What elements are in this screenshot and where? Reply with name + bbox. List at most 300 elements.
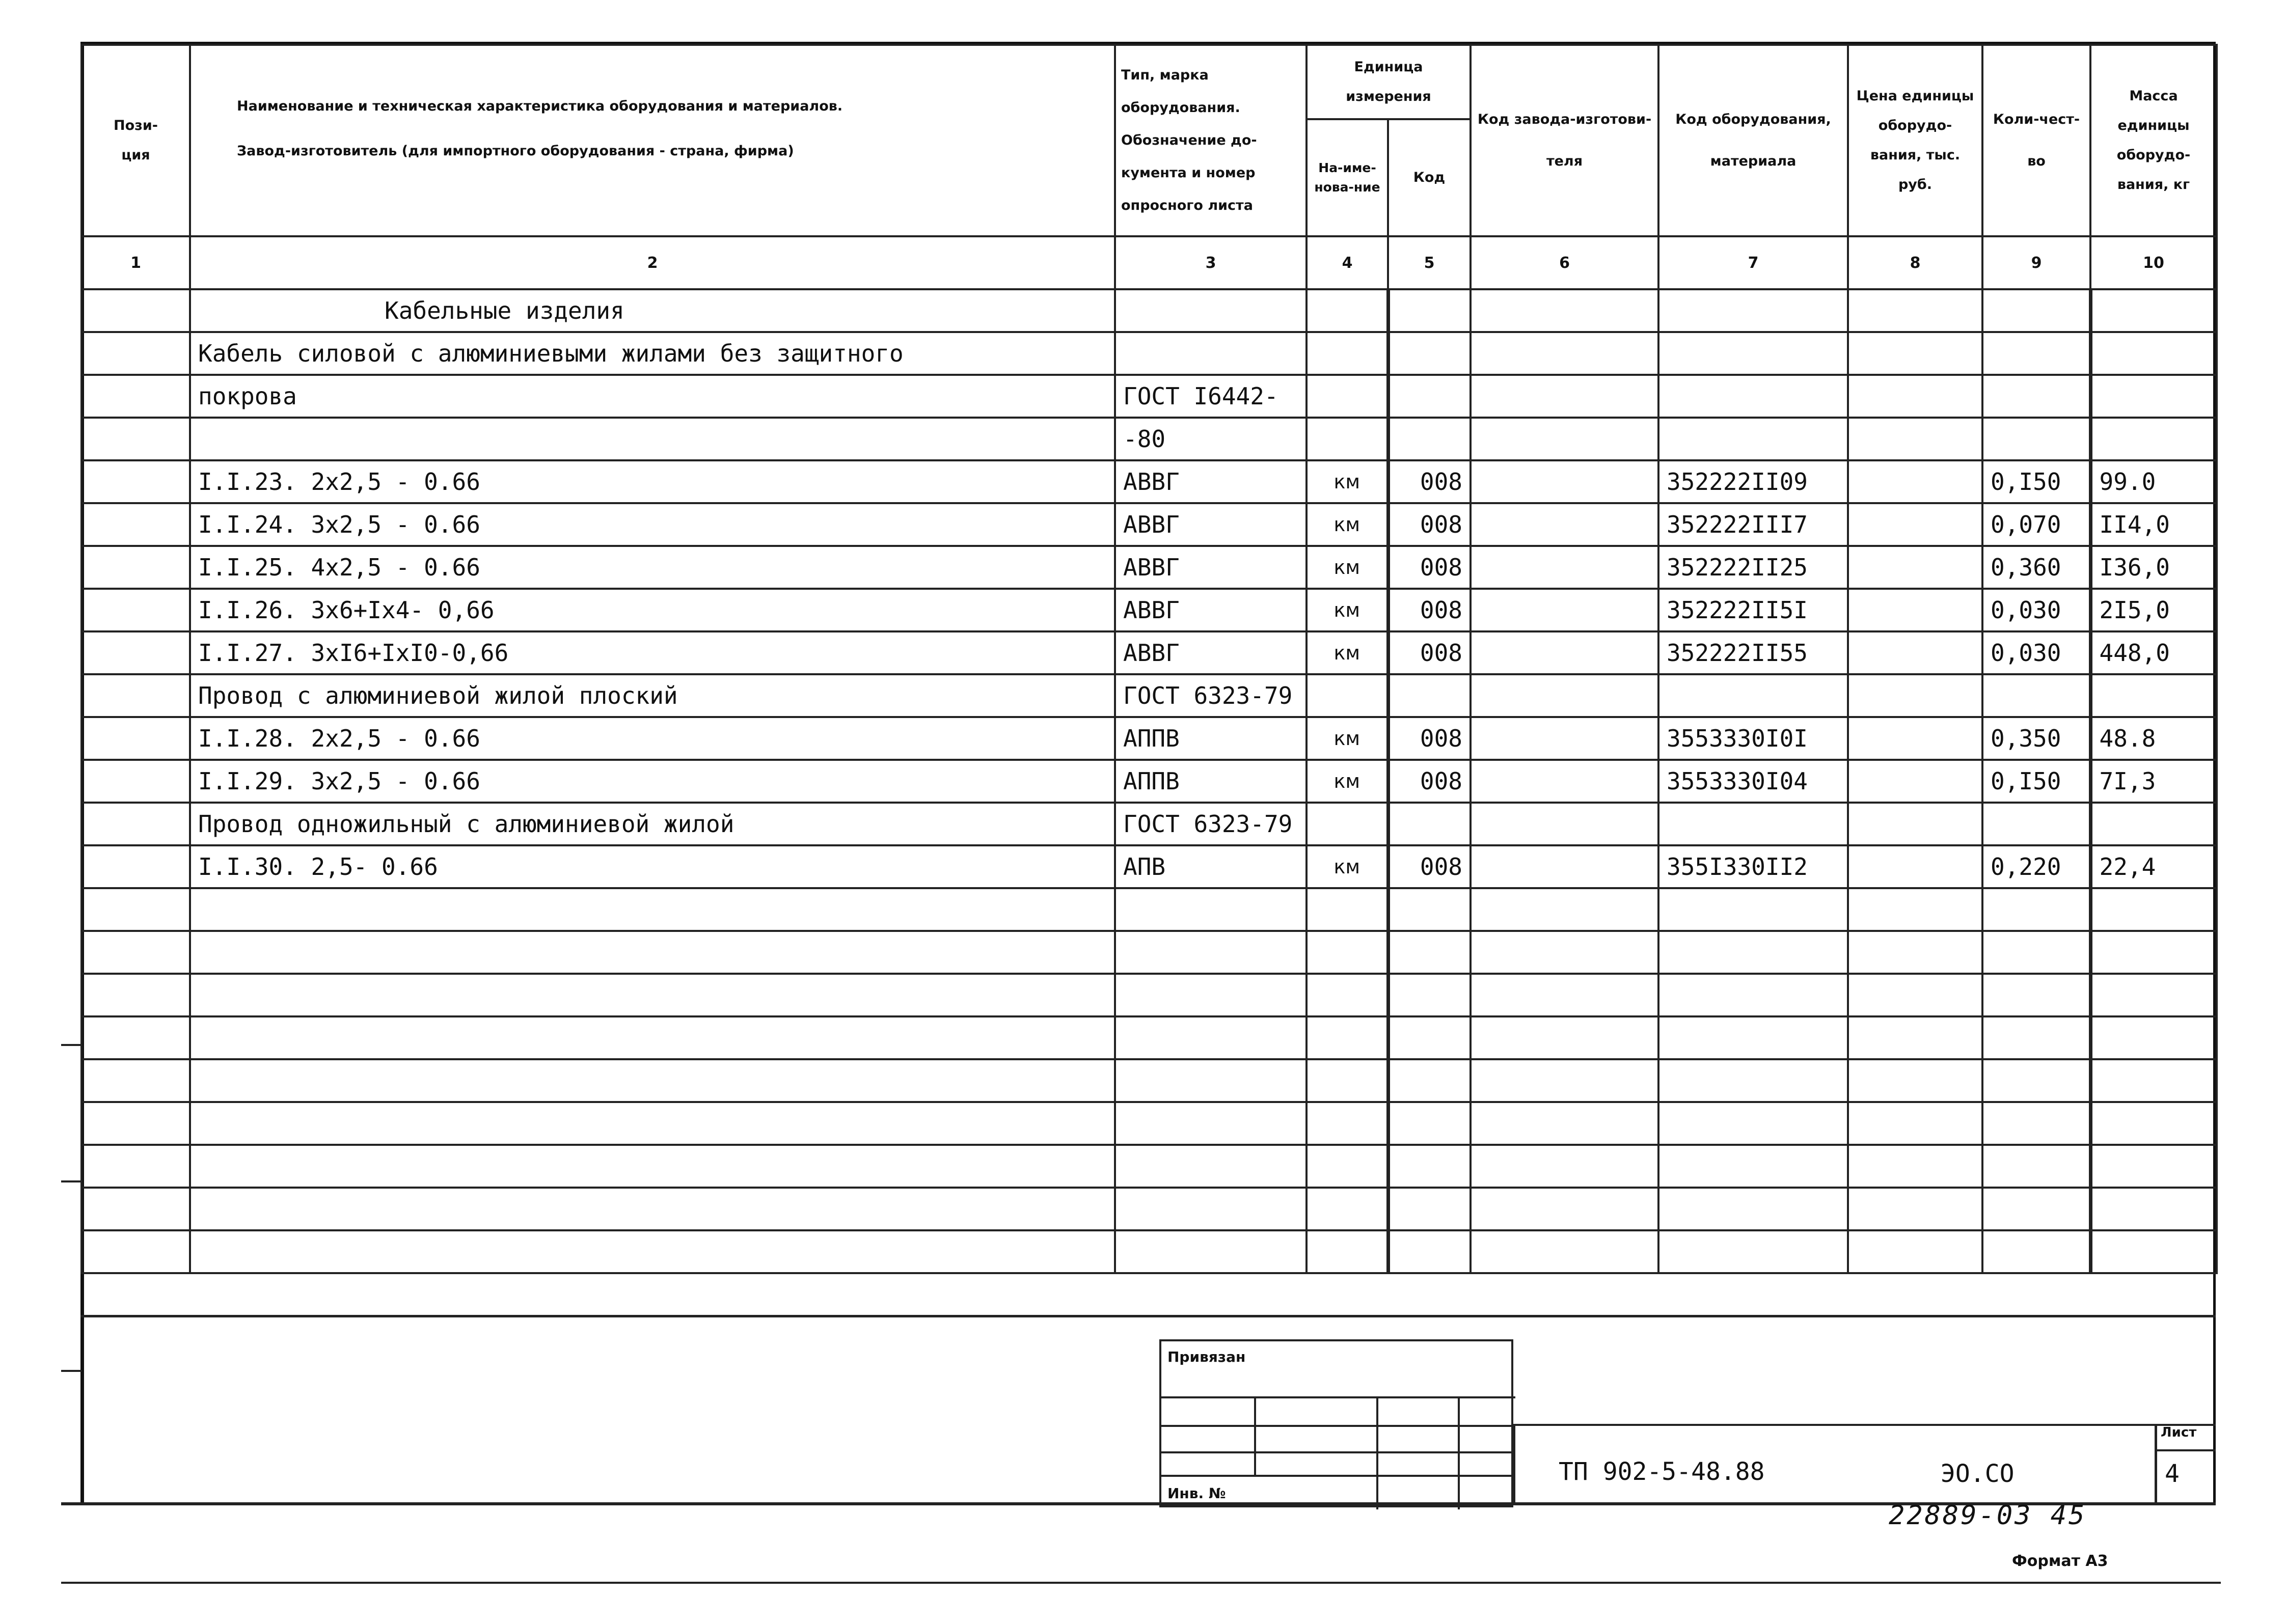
row-quantity: 0,I50 [1982, 760, 2090, 803]
row-type: ГОСТ 6323-79 [1115, 674, 1307, 717]
header-mass: Масса единицы оборудо-вания, кг [2090, 45, 2217, 236]
row-price [1848, 888, 1982, 931]
row-unit-code: 008 [1388, 589, 1471, 631]
specification-table [80, 44, 2218, 1274]
header-material-code: Код оборудования, материала [1658, 45, 1848, 236]
table-row [81, 931, 2217, 974]
margin-tick [61, 1180, 81, 1182]
row-quantity [1982, 1188, 2090, 1230]
row-position [81, 375, 190, 418]
row-type: -80 [1115, 418, 1307, 460]
row-price [1848, 1016, 1982, 1059]
row-name [190, 974, 1115, 1016]
row-quantity [1982, 803, 2090, 845]
row-unit: км [1307, 546, 1388, 589]
row-unit-code: 008 [1388, 546, 1471, 589]
table-row [81, 760, 2217, 803]
row-type: АППВ [1115, 760, 1307, 803]
table-row [81, 803, 2217, 845]
table-row [81, 589, 2217, 631]
colnum-8: 8 [1848, 236, 1982, 289]
row-mass: 448,0 [2090, 631, 2217, 674]
row-type: ГОСТ 6323-79 [1115, 803, 1307, 845]
colnum-4: 4 [1307, 236, 1388, 289]
row-factory-code [1471, 1230, 1658, 1273]
table-row [81, 503, 2217, 546]
row-unit-code: 008 [1388, 760, 1471, 803]
row-mass [2090, 931, 2217, 974]
row-unit-code [1388, 974, 1471, 1016]
row-price [1848, 546, 1982, 589]
approval-stamp [1159, 1339, 1513, 1507]
colnum-7: 7 [1658, 236, 1848, 289]
row-material-code [1658, 1230, 1848, 1273]
row-factory-code [1471, 1016, 1658, 1059]
header-type: Тип, марка оборудования. Обозначение до-кумента и номер опросного листа [1115, 45, 1307, 236]
row-unit [1307, 974, 1388, 1016]
row-mass [2090, 418, 2217, 460]
row-quantity [1982, 332, 2090, 375]
row-quantity: 0,030 [1982, 589, 2090, 631]
row-position [81, 674, 190, 717]
row-type [1115, 1016, 1307, 1059]
table-row [81, 717, 2217, 760]
sheet-number: 4 [2165, 1460, 2180, 1488]
header-unit: Единица измерения [1307, 45, 1471, 119]
row-unit [1307, 1016, 1388, 1059]
row-name: I.I.25. 4х2,5 - 0.66 [190, 546, 1115, 589]
row-quantity [1982, 1145, 2090, 1188]
document-code: ТП 902-5-48.88 [1559, 1457, 1765, 1486]
row-unit [1307, 375, 1388, 418]
row-material-code: 352222II55 [1658, 631, 1848, 674]
row-type [1115, 1188, 1307, 1230]
header-position [81, 45, 190, 236]
header-unit-name: На-име-нова-ние [1307, 119, 1388, 236]
row-unit-code [1388, 332, 1471, 375]
row-type: АППВ [1115, 717, 1307, 760]
row-factory-code [1471, 1145, 1658, 1188]
row-name [190, 888, 1115, 931]
row-price [1848, 460, 1982, 503]
row-factory-code [1471, 631, 1658, 674]
row-position [81, 460, 190, 503]
row-unit-code [1388, 1230, 1471, 1273]
inventory-number: 22889-03 45 [1889, 1500, 2087, 1531]
row-type: АВВГ [1115, 503, 1307, 546]
row-unit: км [1307, 503, 1388, 546]
row-unit-code: 008 [1388, 845, 1471, 888]
table-row [81, 631, 2217, 674]
row-factory-code [1471, 888, 1658, 931]
stamp-rule [1161, 1396, 1515, 1398]
row-price [1848, 674, 1982, 717]
row-unit: км [1307, 760, 1388, 803]
row-quantity: 0,220 [1982, 845, 2090, 888]
row-unit-code [1388, 418, 1471, 460]
stamp-col [1254, 1396, 1256, 1477]
row-price [1848, 503, 1982, 546]
row-unit-code [1388, 375, 1471, 418]
row-material-code: 3553330I0I [1658, 717, 1848, 760]
table-row [81, 1102, 2217, 1145]
row-unit-code: 008 [1388, 631, 1471, 674]
row-position [81, 888, 190, 931]
row-factory-code [1471, 845, 1658, 888]
row-type [1115, 1059, 1307, 1102]
row-unit-code: 008 [1388, 503, 1471, 546]
header-row [81, 45, 2217, 119]
row-unit [1307, 1102, 1388, 1145]
row-position [81, 1188, 190, 1230]
row-type: АВВГ [1115, 546, 1307, 589]
row-mass [2090, 888, 2217, 931]
colnum-10: 10 [2090, 236, 2217, 289]
row-name: I.I.28. 2х2,5 - 0.66 [190, 717, 1115, 760]
row-factory-code [1471, 1188, 1658, 1230]
row-unit-code [1388, 289, 1471, 332]
table-row [81, 1188, 2217, 1230]
stamp-col [1376, 1396, 1378, 1509]
row-price [1848, 289, 1982, 332]
header-position-text: Пози- ция [114, 118, 158, 163]
table-row [81, 974, 2217, 1016]
row-unit-code [1388, 931, 1471, 974]
bound-label: Привязан [1167, 1348, 1246, 1365]
row-position [81, 974, 190, 1016]
row-factory-code [1471, 418, 1658, 460]
row-price [1848, 760, 1982, 803]
row-material-code [1658, 931, 1848, 974]
row-price [1848, 1230, 1982, 1273]
row-mass [2090, 1188, 2217, 1230]
row-type [1115, 332, 1307, 375]
header-factory-code: Код завода-изготови-теля [1471, 45, 1658, 236]
row-quantity [1982, 418, 2090, 460]
row-price [1848, 845, 1982, 888]
margin-tick [61, 1370, 81, 1372]
row-name: I.I.24. 3х2,5 - 0.66 [190, 503, 1115, 546]
row-quantity: 0,360 [1982, 546, 2090, 589]
colnum-5: 5 [1388, 236, 1471, 289]
row-unit: км [1307, 589, 1388, 631]
row-unit: км [1307, 631, 1388, 674]
row-type: АПВ [1115, 845, 1307, 888]
footer-rule [61, 1582, 2221, 1584]
row-mass [2090, 375, 2217, 418]
table-bottom-rule [80, 1315, 2216, 1317]
row-unit [1307, 289, 1388, 332]
row-price [1848, 375, 1982, 418]
row-unit [1307, 674, 1388, 717]
row-type [1115, 1102, 1307, 1145]
row-unit-code [1388, 674, 1471, 717]
row-quantity [1982, 1102, 2090, 1145]
row-type: АВВГ [1115, 460, 1307, 503]
row-position [81, 418, 190, 460]
row-name [190, 418, 1115, 460]
row-unit [1307, 1145, 1388, 1188]
row-quantity [1982, 1016, 2090, 1059]
row-quantity [1982, 931, 2090, 974]
row-factory-code [1471, 717, 1658, 760]
row-unit-code [1388, 1102, 1471, 1145]
row-quantity [1982, 888, 2090, 931]
row-type [1115, 1230, 1307, 1273]
row-material-code [1658, 418, 1848, 460]
row-position [81, 845, 190, 888]
row-unit [1307, 1230, 1388, 1273]
row-factory-code [1471, 332, 1658, 375]
row-material-code: 352222III7 [1658, 503, 1848, 546]
row-material-code [1658, 803, 1848, 845]
row-position [81, 1016, 190, 1059]
table-row [81, 1059, 2217, 1102]
row-unit-code [1388, 1145, 1471, 1188]
row-unit-code [1388, 1059, 1471, 1102]
header-price: Цена единицы оборудо-вания, тыс. руб. [1848, 45, 1982, 236]
table-row [81, 289, 2217, 332]
row-mass [2090, 332, 2217, 375]
row-name [190, 1188, 1115, 1230]
table-row [81, 1016, 2217, 1059]
row-position [81, 931, 190, 974]
table-row [81, 418, 2217, 460]
table-row [81, 460, 2217, 503]
row-unit-code: 008 [1388, 717, 1471, 760]
row-position [81, 589, 190, 631]
row-position [81, 546, 190, 589]
row-material-code [1658, 1188, 1848, 1230]
row-mass [2090, 1102, 2217, 1145]
table-row [81, 1145, 2217, 1188]
row-type: ГОСТ I6442- [1115, 375, 1307, 418]
row-price [1848, 1145, 1982, 1188]
row-unit-code [1388, 888, 1471, 931]
row-mass: 99.0 [2090, 460, 2217, 503]
row-quantity [1982, 375, 2090, 418]
row-name [190, 1016, 1115, 1059]
row-position [81, 717, 190, 760]
header-name [190, 45, 1115, 236]
row-price [1848, 1102, 1982, 1145]
row-price [1848, 1188, 1982, 1230]
row-name: I.I.29. 3х2,5 - 0.66 [190, 760, 1115, 803]
table-row [81, 546, 2217, 589]
row-material-code [1658, 888, 1848, 931]
row-price [1848, 717, 1982, 760]
row-material-code [1658, 1016, 1848, 1059]
stamp-col [1458, 1396, 1460, 1509]
row-position [81, 760, 190, 803]
header-name-line2: Завод-изготовитель (для импортного оборудования - страна, фирма) [237, 143, 794, 159]
row-unit-code [1388, 1188, 1471, 1230]
row-unit [1307, 332, 1388, 375]
row-position [81, 503, 190, 546]
row-material-code [1658, 674, 1848, 717]
row-position [81, 1102, 190, 1145]
row-factory-code [1471, 974, 1658, 1016]
row-mass: 22,4 [2090, 845, 2217, 888]
row-mass [2090, 674, 2217, 717]
row-name: I.I.23. 2х2,5 - 0.66 [190, 460, 1115, 503]
row-mass [2090, 1145, 2217, 1188]
row-name: I.I.30. 2,5- 0.66 [190, 845, 1115, 888]
row-position [81, 332, 190, 375]
row-unit [1307, 1188, 1388, 1230]
row-mass [2090, 289, 2217, 332]
sheet-label: Лист [2161, 1425, 2197, 1440]
header-unit-code: Код [1388, 119, 1471, 236]
row-material-code: 3553330I04 [1658, 760, 1848, 803]
section-code: ЭО.СО [1941, 1460, 2015, 1488]
row-name: Кабель силовой с алюминиевыми жилами без защитного [190, 332, 1115, 375]
row-unit [1307, 803, 1388, 845]
row-mass [2090, 803, 2217, 845]
row-unit [1307, 931, 1388, 974]
row-mass: I36,0 [2090, 546, 2217, 589]
stamp-rule [1161, 1425, 1515, 1427]
table-row [81, 332, 2217, 375]
row-name: Провод с алюминиевой жилой плоский [190, 674, 1115, 717]
row-quantity [1982, 974, 2090, 1016]
table-row [81, 845, 2217, 888]
row-name [190, 1230, 1115, 1273]
table-row [81, 674, 2217, 717]
colnum-9: 9 [1982, 236, 2090, 289]
row-material-code: 352222II5I [1658, 589, 1848, 631]
row-quantity [1982, 674, 2090, 717]
row-price [1848, 974, 1982, 1016]
margin-tick [61, 1044, 81, 1046]
colnum-2: 2 [190, 236, 1115, 289]
header-name-line1: Наименование и техническая характеристика оборудования и материалов. [237, 98, 843, 114]
row-position [81, 631, 190, 674]
table-row [81, 888, 2217, 931]
row-material-code [1658, 1059, 1848, 1102]
row-quantity [1982, 289, 2090, 332]
row-unit [1307, 888, 1388, 931]
row-unit [1307, 418, 1388, 460]
row-name: I.I.26. 3х6+Iх4- 0,66 [190, 589, 1115, 631]
row-name [190, 1102, 1115, 1145]
row-quantity: 0,030 [1982, 631, 2090, 674]
column-numbers-row [81, 236, 2217, 289]
row-quantity [1982, 1230, 2090, 1273]
row-unit: км [1307, 717, 1388, 760]
row-factory-code [1471, 803, 1658, 845]
row-quantity [1982, 1059, 2090, 1102]
row-factory-code [1471, 289, 1658, 332]
row-name [190, 1145, 1115, 1188]
row-quantity: 0,I50 [1982, 460, 2090, 503]
row-mass [2090, 1059, 2217, 1102]
row-material-code [1658, 974, 1848, 1016]
row-type: АВВГ [1115, 631, 1307, 674]
row-material-code [1658, 375, 1848, 418]
row-mass [2090, 1230, 2217, 1273]
row-price [1848, 931, 1982, 974]
row-type [1115, 931, 1307, 974]
row-factory-code [1471, 931, 1658, 974]
row-type [1115, 888, 1307, 931]
row-mass [2090, 1016, 2217, 1059]
row-unit-code [1388, 803, 1471, 845]
row-unit-code [1388, 1016, 1471, 1059]
row-name: Кабельные изделия [190, 289, 1115, 332]
row-type: АВВГ [1115, 589, 1307, 631]
format-label: Формат А3 [2012, 1552, 2108, 1570]
row-price [1848, 589, 1982, 631]
row-unit-code: 008 [1388, 460, 1471, 503]
title-block-rule [1513, 1424, 2216, 1426]
row-material-code [1658, 1145, 1848, 1188]
header-quantity: Коли-чест-во [1982, 45, 2090, 236]
table-row [81, 375, 2217, 418]
colnum-1: 1 [81, 236, 190, 289]
row-name: покрова [190, 375, 1115, 418]
row-material-code: 352222II25 [1658, 546, 1848, 589]
title-block-rule [2155, 1449, 2216, 1451]
row-price [1848, 1059, 1982, 1102]
row-mass: 7I,3 [2090, 760, 2217, 803]
title-block-col [1513, 1424, 1515, 1505]
row-mass: 2I5,0 [2090, 589, 2217, 631]
row-factory-code [1471, 503, 1658, 546]
row-position [81, 1230, 190, 1273]
row-factory-code [1471, 589, 1658, 631]
row-position [81, 1145, 190, 1188]
row-unit: км [1307, 460, 1388, 503]
row-factory-code [1471, 760, 1658, 803]
row-price [1848, 332, 1982, 375]
row-name: Провод одножильный с алюминиевой жилой [190, 803, 1115, 845]
row-price [1848, 631, 1982, 674]
table-row [81, 1230, 2217, 1273]
colnum-3: 3 [1115, 236, 1307, 289]
row-type [1115, 1145, 1307, 1188]
row-quantity: 0,070 [1982, 503, 2090, 546]
row-price [1848, 803, 1982, 845]
stamp-rule [1161, 1475, 1515, 1477]
row-type [1115, 289, 1307, 332]
row-position [81, 289, 190, 332]
row-mass: 48.8 [2090, 717, 2217, 760]
row-unit [1307, 1059, 1388, 1102]
row-position [81, 803, 190, 845]
row-price [1848, 418, 1982, 460]
row-material-code [1658, 1102, 1848, 1145]
row-name [190, 1059, 1115, 1102]
stamp-rule [1161, 1451, 1515, 1453]
row-material-code: 352222II09 [1658, 460, 1848, 503]
row-name: I.I.27. 3хI6+IхI0-0,66 [190, 631, 1115, 674]
row-factory-code [1471, 546, 1658, 589]
row-material-code: 355I330II2 [1658, 845, 1848, 888]
row-mass: II4,0 [2090, 503, 2217, 546]
row-material-code [1658, 332, 1848, 375]
inventory-label: Инв. № [1167, 1485, 1226, 1502]
row-mass [2090, 974, 2217, 1016]
row-quantity: 0,350 [1982, 717, 2090, 760]
row-type [1115, 974, 1307, 1016]
row-factory-code [1471, 375, 1658, 418]
title-block-col [2155, 1424, 2157, 1505]
row-material-code [1658, 289, 1848, 332]
row-factory-code [1471, 674, 1658, 717]
row-factory-code [1471, 460, 1658, 503]
row-unit: км [1307, 845, 1388, 888]
